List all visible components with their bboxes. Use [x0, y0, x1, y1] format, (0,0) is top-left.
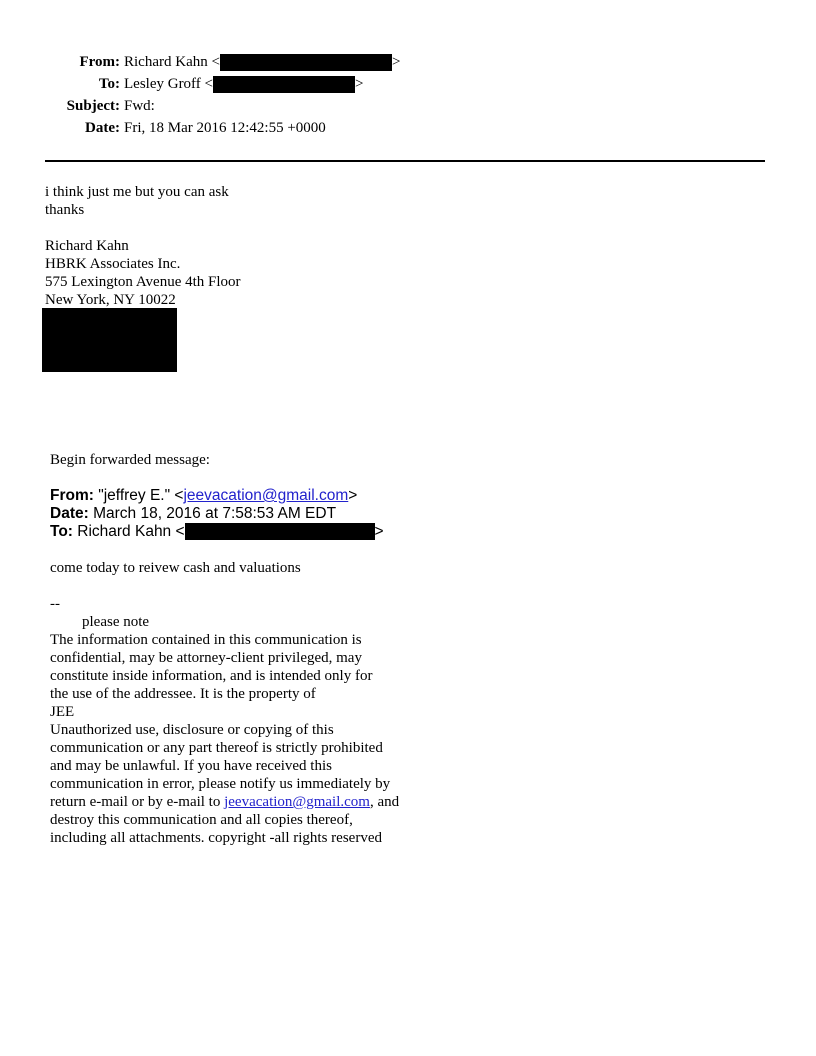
- signature-name: Richard Kahn: [45, 238, 129, 254]
- disclaimer: [50, 631, 440, 847]
- disclaimer-line: constitute inside information, and is intended only for: [50, 668, 373, 684]
- message-line: i think just me but you can ask: [45, 184, 229, 200]
- forwarded-date-value: March 18, 2016 at 7:58:53 AM EDT: [93, 505, 337, 522]
- disclaimer-line: The information contained in this communication is: [50, 632, 362, 648]
- forwarded-message: [50, 451, 470, 847]
- disclaimer-line: JEE: [50, 704, 75, 720]
- return-suffix: , and: [369, 794, 400, 810]
- signature-dash: --: [50, 596, 60, 612]
- header-subject-row: [0, 97, 816, 119]
- from-value: [124, 53, 400, 71]
- to-name: Lesley Groff <: [124, 76, 213, 92]
- subject-value: Fwd:: [124, 98, 155, 114]
- blank-line: [45, 219, 241, 237]
- header-date-row: [0, 119, 816, 141]
- redacted-signature-block: [42, 308, 177, 372]
- forwarded-from-label: From:: [50, 487, 94, 504]
- from-close: >: [391, 54, 401, 70]
- from-label: From:: [79, 54, 120, 70]
- message-body: [45, 183, 241, 309]
- forwarded-signature: [50, 595, 470, 847]
- header-to-row: [0, 75, 816, 97]
- from-name: Richard Kahn <: [124, 54, 220, 70]
- email-header: [0, 53, 816, 141]
- forwarded-to-name: Richard Kahn <: [77, 523, 185, 540]
- disclaimer-line: communication in error, please notify us immediately by: [50, 776, 391, 792]
- return-email-link[interactable]: jeevacation@gmail.com: [224, 794, 370, 810]
- to-close: >: [355, 76, 364, 92]
- forwarded-from-row: [50, 487, 470, 505]
- redacted-email-block: [220, 54, 392, 71]
- forwarded-from-email-link[interactable]: jeevacation@gmail.com: [183, 487, 349, 504]
- disclaimer-line: Unauthorized use, disclosure or copying of this: [50, 722, 334, 738]
- forwarded-header: [50, 487, 470, 541]
- signature-address-line-1: 575 Lexington Avenue 4th Floor: [45, 274, 241, 290]
- return-prefix: return e-mail or by e-mail to: [50, 794, 225, 810]
- forwarded-from-close: >: [348, 487, 358, 504]
- forwarded-to-close: >: [374, 523, 384, 540]
- header-divider: [45, 160, 765, 162]
- message-line: thanks: [45, 202, 85, 218]
- forwarded-to-row: [50, 523, 470, 541]
- disclaimer-line: communication or any part thereof is strictly prohibited: [50, 740, 383, 756]
- date-value: Fri, 18 Mar 2016 12:42:55 +0000: [124, 120, 326, 136]
- forwarded-date-label: Date:: [50, 505, 89, 522]
- redacted-email-block: [185, 523, 375, 540]
- to-label: To:: [98, 76, 120, 92]
- subject-label: Subject:: [66, 98, 120, 114]
- disclaimer-line: and may be unlawful. If you have received this: [50, 758, 332, 774]
- please-note: please note: [82, 614, 150, 630]
- forwarded-intro: Begin forwarded message:: [50, 452, 210, 468]
- signature-company: HBRK Associates Inc.: [45, 256, 181, 272]
- redacted-email-block: [213, 76, 355, 93]
- disclaimer-line: confidential, may be attorney-client privileged, may: [50, 650, 362, 666]
- disclaimer-line: including all attachments. copyright -all rights reserved: [50, 830, 382, 846]
- disclaimer-line: the use of the addressee. It is the property of: [50, 686, 316, 702]
- forwarded-to-label: To:: [50, 523, 73, 540]
- forwarded-from-name: "jeffrey E." <: [98, 487, 184, 504]
- disclaimer-line: destroy this communication and all copies thereof,: [50, 812, 353, 828]
- signature-address-line-2: New York, NY 10022: [45, 292, 176, 308]
- to-value: [124, 75, 363, 93]
- header-from-row: [0, 53, 816, 75]
- date-label: Date:: [85, 120, 120, 136]
- forwarded-body: come today to reivew cash and valuations: [50, 560, 301, 576]
- disclaimer-return-line: [50, 793, 440, 811]
- forwarded-date-row: [50, 505, 470, 523]
